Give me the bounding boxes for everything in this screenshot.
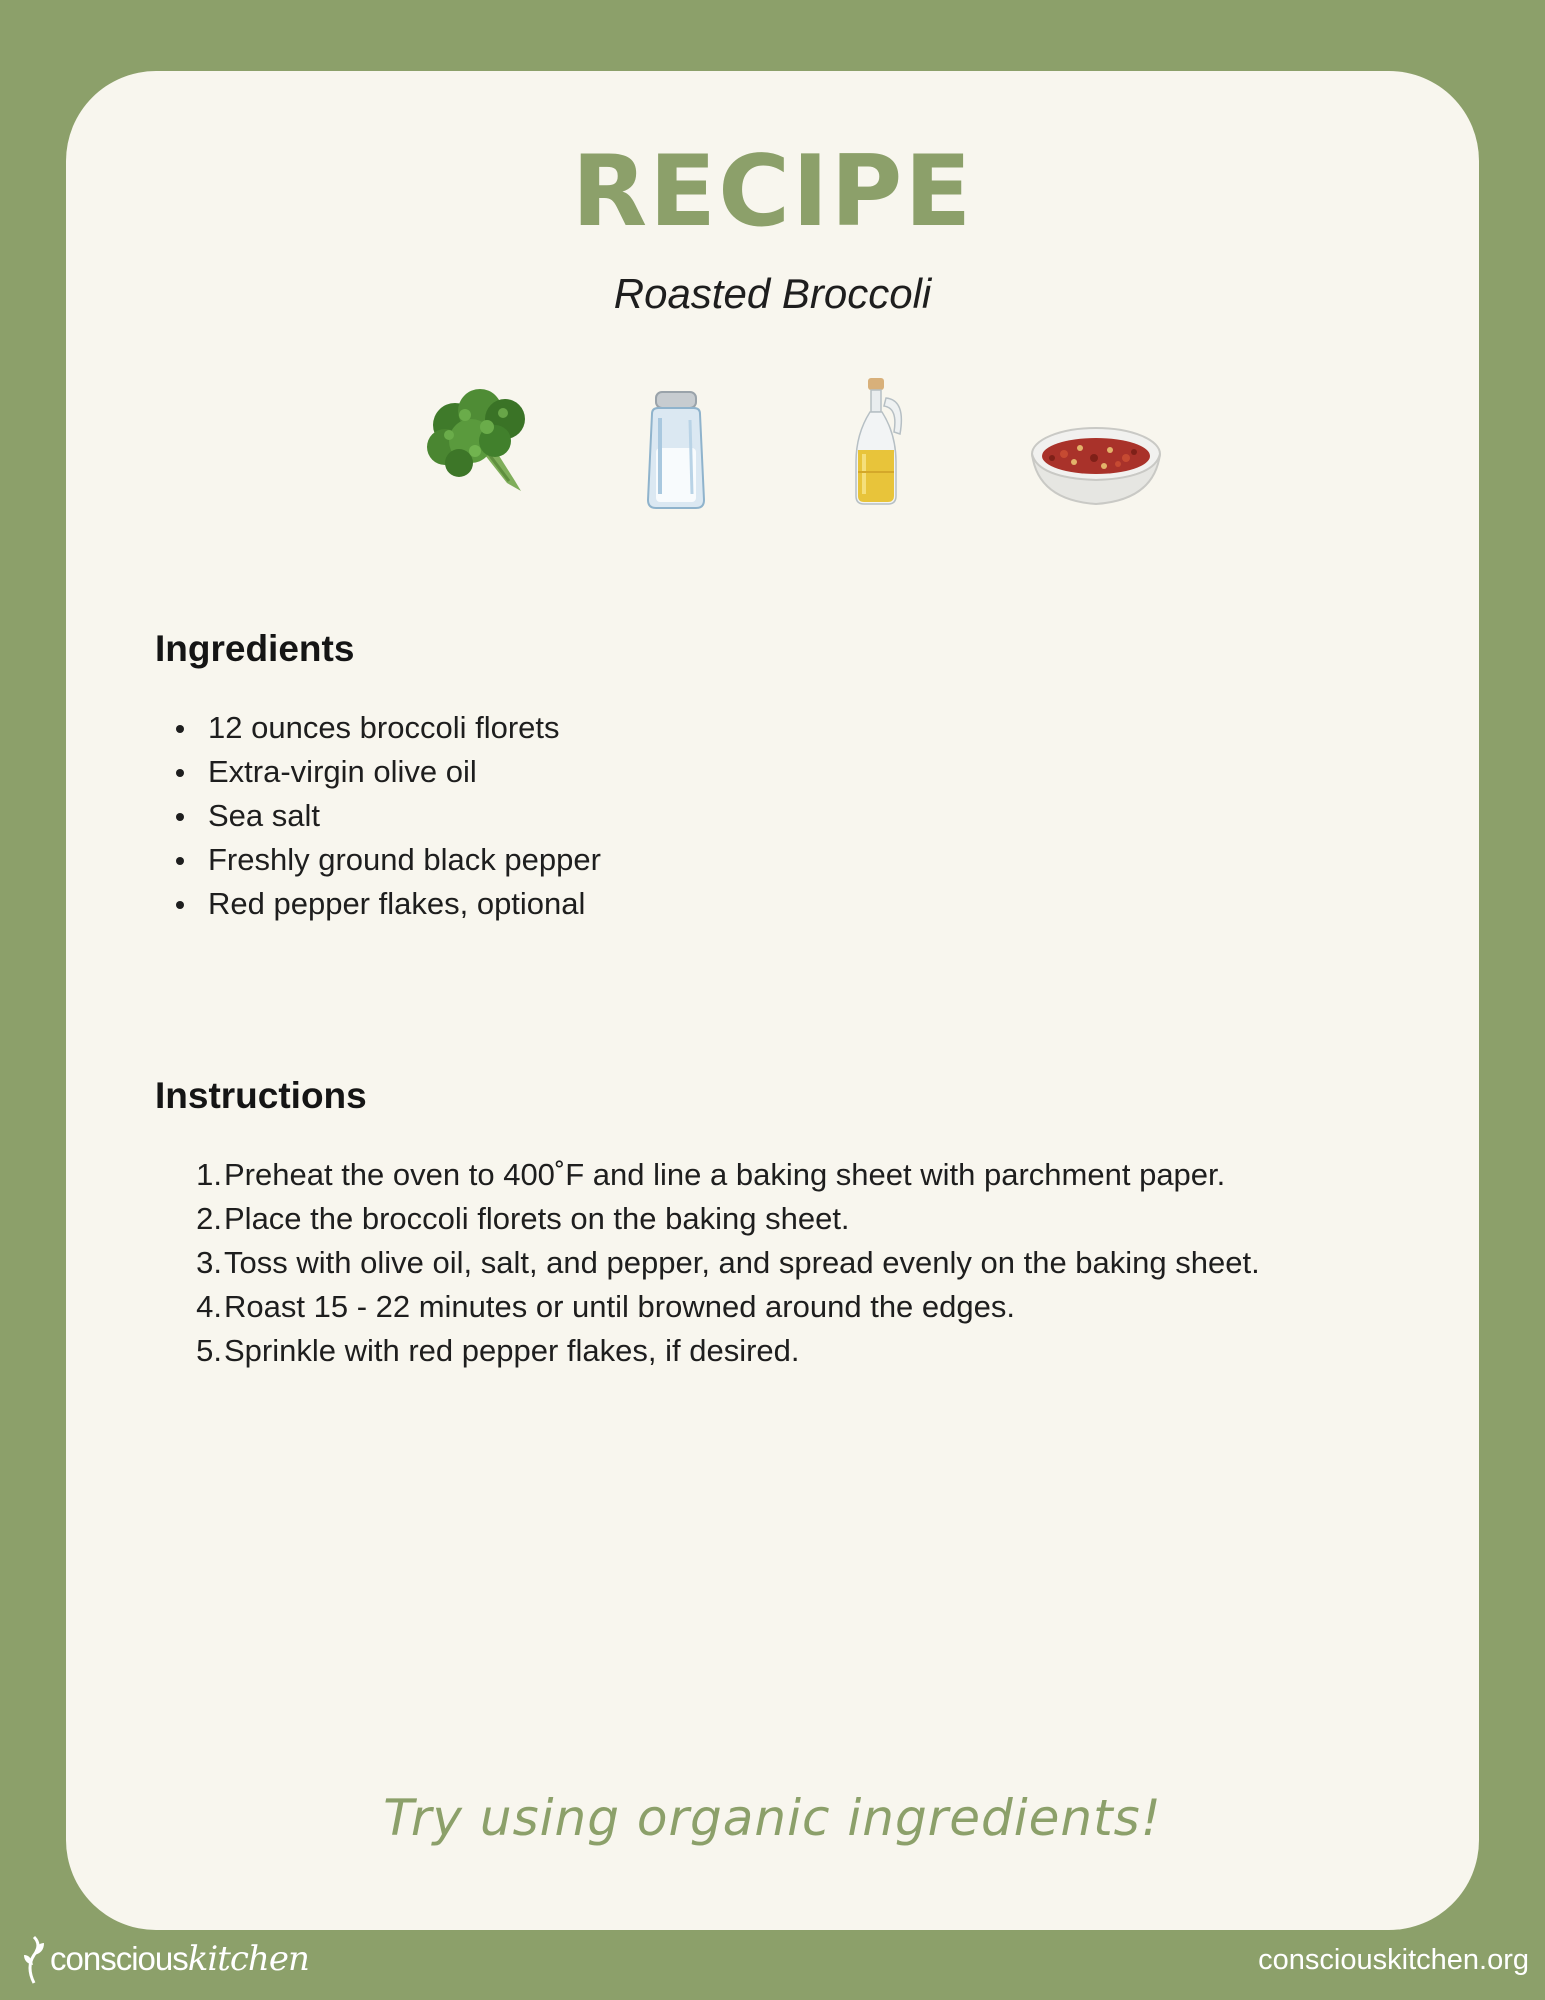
list-item xyxy=(155,1285,1260,1329)
ingredients-list xyxy=(155,706,601,926)
salt-shaker-icon xyxy=(644,390,710,512)
step-text: Preheat the oven to 400˚F and line a baking sheet with parchment paper. xyxy=(224,1157,1226,1192)
page-title: RECIPE xyxy=(571,135,974,249)
website-url[interactable]: consciouskitchen.org xyxy=(1258,1944,1529,1976)
step-text: Sprinkle with red pepper flakes, if desired. xyxy=(224,1333,800,1368)
step-text: Roast 15 - 22 minutes or until browned around the edges. xyxy=(224,1289,1015,1324)
list-item: Sea salt xyxy=(155,794,601,838)
list-item xyxy=(155,1197,1260,1241)
step-text: Toss with olive oil, salt, and pepper, and spread evenly on the baking sheet. xyxy=(224,1245,1260,1280)
step-number: 4. xyxy=(196,1289,222,1324)
step-number: 2. xyxy=(196,1201,222,1236)
step-text: Place the broccoli florets on the baking sheet. xyxy=(224,1201,850,1236)
list-item: Extra-virgin olive oil xyxy=(155,750,601,794)
ingredients-heading: Ingredients xyxy=(155,628,355,669)
list-item: 12 ounces broccoli florets xyxy=(155,706,601,750)
recipe-card xyxy=(66,71,1479,1930)
instructions-list xyxy=(155,1153,1260,1373)
list-item xyxy=(155,1329,1260,1373)
list-item: Red pepper flakes, optional xyxy=(155,882,601,926)
brand-name-part2: kitchen xyxy=(187,1939,309,1979)
red-pepper-flakes-bowl-icon xyxy=(1030,422,1162,508)
organic-tip: Try using organic ingredients! xyxy=(383,1789,1162,1847)
sprout-logo-icon xyxy=(22,1933,46,1985)
list-item xyxy=(155,1153,1260,1197)
step-number: 3. xyxy=(196,1245,222,1280)
olive-oil-bottle-icon xyxy=(850,376,910,509)
brand-name-part1: conscious xyxy=(50,1940,188,1977)
instructions-heading: Instructions xyxy=(155,1075,367,1116)
brand-logo xyxy=(22,1932,309,1986)
broccoli-icon xyxy=(425,385,541,500)
step-number: 5. xyxy=(196,1333,222,1368)
list-item: Freshly ground black pepper xyxy=(155,838,601,882)
step-number: 1. xyxy=(196,1157,222,1192)
recipe-name: Roasted Broccoli xyxy=(613,270,932,317)
list-item xyxy=(155,1241,1260,1285)
